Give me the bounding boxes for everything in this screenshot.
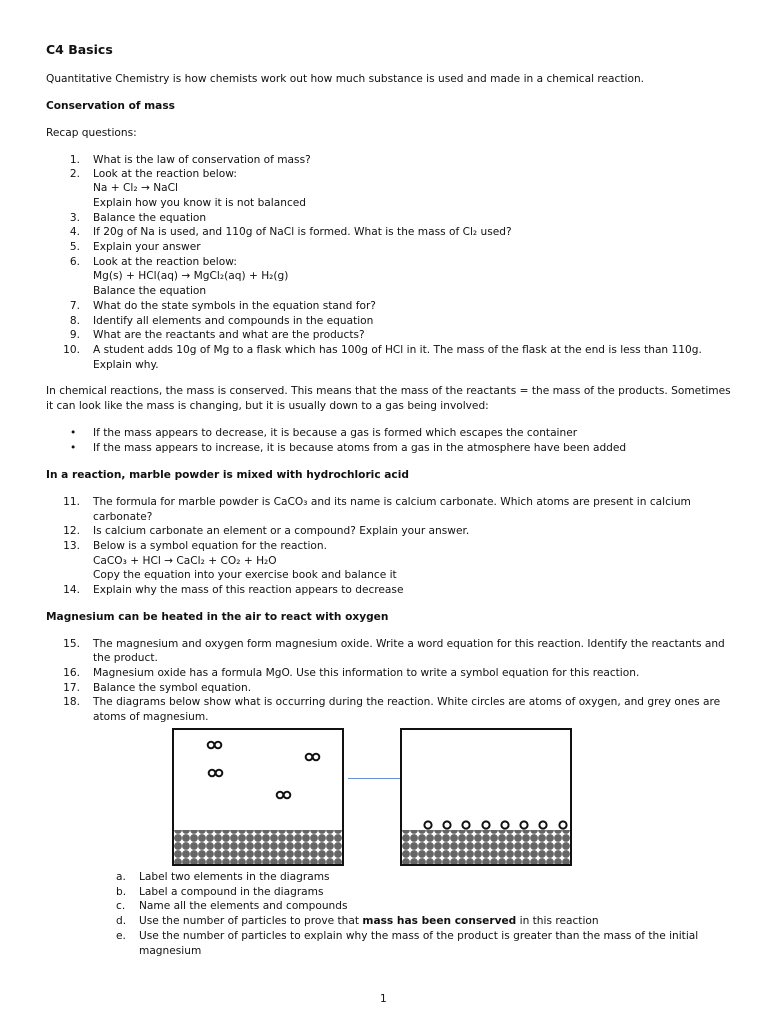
diagram-before-svg	[174, 730, 342, 864]
page-number: 1	[380, 993, 387, 1005]
sub-question-letter: c.	[116, 900, 126, 912]
question-number: 2.	[69, 168, 80, 180]
question-text: If 20g of Na is used, and 110g of NaCl is formed. What is the mass of Cl₂ used?	[93, 226, 512, 238]
question-text: Explain how you know it is not balanced	[93, 197, 307, 209]
question-number: 9.	[69, 329, 80, 341]
emphasis-text: mass has been conserved	[362, 915, 517, 927]
sub-question-text: Use the number of particles to explain why the mass of the product is greater than the mass of the initial	[139, 930, 699, 942]
sub-question-letter: b.	[116, 886, 127, 898]
sub-question-text: Name all the elements and compounds	[139, 900, 348, 912]
oxygen-atoms-row	[424, 821, 566, 828]
question-number: 7.	[69, 300, 80, 312]
equation-text: Mg(s) + HCl(aq) → MgCl₂(aq) + H₂(g)	[93, 270, 289, 282]
question-text: Explain your answer	[93, 241, 201, 253]
question-text: What are the reactants and what are the products?	[93, 329, 365, 341]
question-text: Explain why.	[93, 359, 159, 371]
question-number: 15.	[63, 638, 80, 650]
question-number: 10.	[63, 344, 80, 356]
equation-text: Na + Cl₂ → NaCl	[93, 182, 178, 194]
recap-label: Recap questions:	[46, 127, 137, 139]
question-text: What is the law of conservation of mass?	[93, 154, 311, 166]
sub-question-letter: a.	[116, 871, 126, 883]
question-number: 17.	[63, 682, 80, 694]
question-text: Balance the symbol equation.	[93, 682, 252, 694]
question-text: The formula for marble powder is CaCO₃ and its name is calcium carbonate. Which atoms are present in calcium	[93, 496, 691, 508]
question-text: Copy the equation into your exercise book and balance it	[93, 569, 397, 581]
bullet-dot: •	[70, 442, 77, 454]
question-text: Magnesium oxide has a formula MgO. Use this information to write a symbol equation for this reaction.	[93, 667, 640, 679]
question-text: Is calcium carbonate an element or a compound? Explain your answer.	[93, 525, 470, 537]
question-text: Below is a symbol equation for the reaction.	[93, 540, 327, 552]
question-text: Balance the equation	[93, 212, 207, 224]
body-paragraph-line: it can look like the mass is changing, but it is usually down to a gas being involved:	[46, 400, 489, 412]
question-text: Balance the equation	[93, 285, 207, 297]
question-text: The diagrams below show what is occurring during the reaction. White circles are atoms of oxygen, and grey ones are	[93, 696, 721, 708]
question-text: A student adds 10g of Mg to a flask which has 100g of HCl in it. The mass of the flask at the end is less than 110g.	[93, 344, 702, 356]
section-heading-marble: In a reaction, marble powder is mixed with hydrochloric acid	[46, 469, 409, 481]
magnesium-atoms-layer	[174, 830, 342, 864]
sub-question-text: Label a compound in the diagrams	[139, 886, 324, 898]
oxygen-molecule	[277, 792, 291, 799]
question-text: What do the state symbols in the equation stand for?	[93, 300, 376, 312]
diagram-after-reaction	[400, 728, 572, 866]
sub-question-letter: d.	[116, 915, 127, 927]
sub-question-text-part: in this reaction	[516, 915, 599, 927]
question-number: 13.	[63, 540, 80, 552]
question-number: 6.	[69, 256, 80, 268]
question-number: 5.	[69, 241, 80, 253]
question-text: atoms of magnesium.	[93, 711, 209, 723]
page-title: C4 Basics	[46, 42, 113, 57]
oxygen-molecule	[208, 742, 222, 749]
question-number: 3.	[69, 212, 80, 224]
question-text: Identify all elements and compounds in the equation	[93, 315, 374, 327]
question-text: carbonate?	[93, 511, 153, 523]
sub-question-text-part: Use the number of particles to prove that	[139, 915, 363, 927]
section-heading-magnesium: Magnesium can be heated in the air to react with oxygen	[46, 611, 389, 623]
question-number: 16.	[63, 667, 80, 679]
question-text: Look at the reaction below:	[93, 256, 237, 268]
question-number: 12.	[63, 525, 80, 537]
question-number: 11.	[63, 496, 80, 508]
question-number: 1.	[69, 154, 80, 166]
question-number: 8.	[69, 315, 80, 327]
oxygen-molecule	[306, 754, 320, 761]
magnesium-atoms-layer	[402, 830, 570, 864]
sub-question-text: magnesium	[139, 945, 202, 957]
connector-line	[348, 778, 400, 779]
bullet-text: If the mass appears to increase, it is because atoms from a gas in the atmosphere have been added	[93, 442, 627, 454]
question-number: 14.	[63, 584, 80, 596]
section-heading-conservation: Conservation of mass	[46, 100, 175, 112]
intro-text: Quantitative Chemistry is how chemists work out how much substance is used and made in a chemical reaction.	[46, 73, 645, 85]
question-number: 4.	[69, 226, 80, 238]
sub-question-letter: e.	[116, 930, 126, 942]
oxygen-molecule	[209, 770, 223, 777]
question-text: Look at the reaction below:	[93, 168, 237, 180]
body-paragraph-line: In chemical reactions, the mass is conserved. This means that the mass of the reactants = the mass of the products. Sometimes	[46, 385, 731, 397]
equation-text: CaCO₃ + HCl → CaCl₂ + CO₂ + H₂O	[93, 555, 277, 567]
diagram-after-svg	[402, 730, 570, 864]
diagram-before-reaction	[172, 728, 344, 866]
sub-question-text	[139, 914, 599, 928]
bullet-text: If the mass appears to decrease, it is because a gas is formed which escapes the container	[93, 427, 578, 439]
question-text: The magnesium and oxygen form magnesium oxide. Write a word equation for this reaction. Identify the reactants and	[93, 638, 725, 650]
sub-question-text: Label two elements in the diagrams	[139, 871, 330, 883]
question-text: Explain why the mass of this reaction appears to decrease	[93, 584, 404, 596]
bullet-dot: •	[70, 427, 77, 439]
question-text: the product.	[93, 652, 158, 664]
question-number: 18.	[63, 696, 80, 708]
